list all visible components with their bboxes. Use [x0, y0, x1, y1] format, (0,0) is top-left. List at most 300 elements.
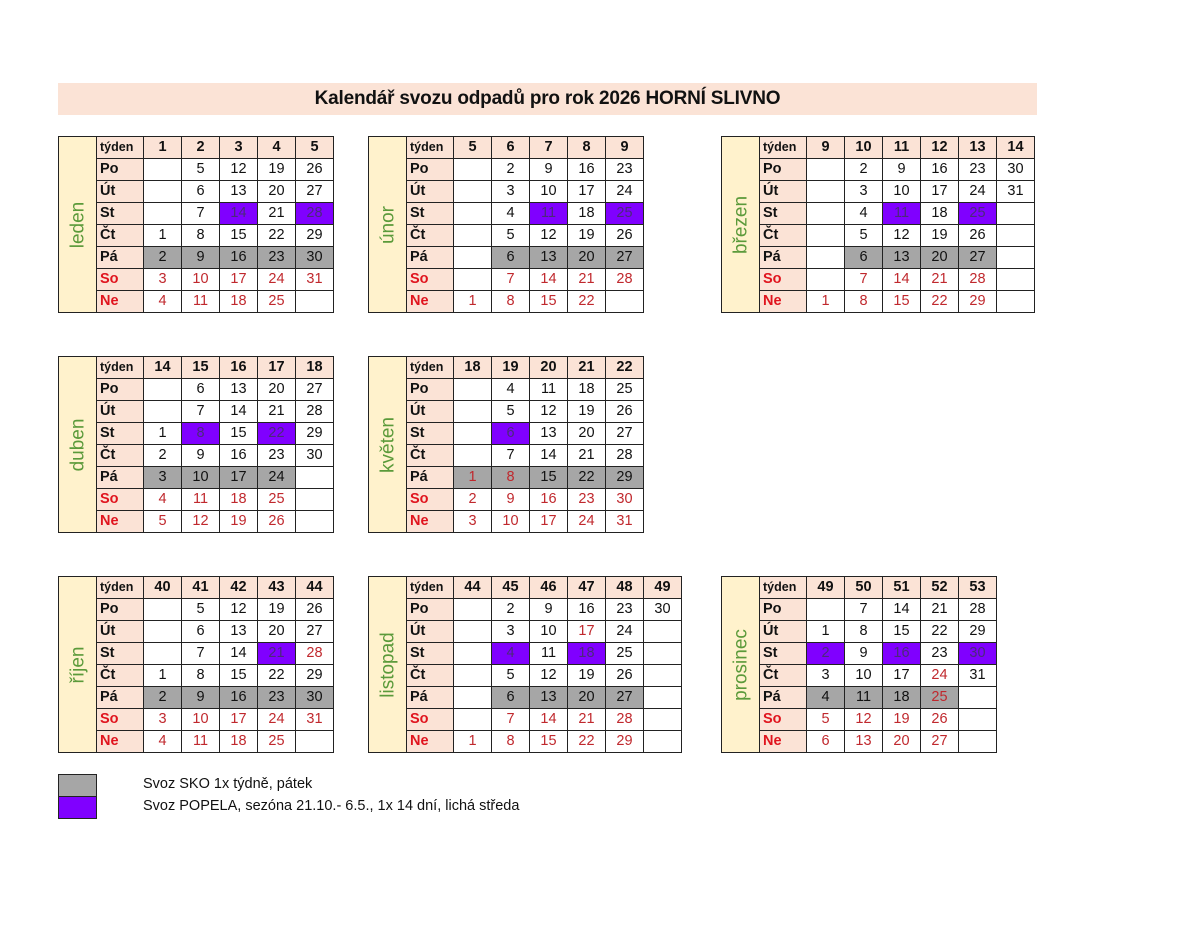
- month-block-kveten: [368, 356, 644, 533]
- week-label: týden: [407, 577, 454, 599]
- day-cell-sko-pickup: 13: [530, 687, 568, 709]
- week-number: 17: [258, 357, 296, 379]
- day-cell: 11: [530, 643, 568, 665]
- day-label: Pá: [407, 247, 454, 269]
- day-label: Čt: [407, 225, 454, 247]
- day-cell: 22: [258, 225, 296, 247]
- day-row: [722, 225, 1035, 247]
- day-cell: 2: [144, 445, 182, 467]
- day-cell: 12: [845, 709, 883, 731]
- day-cell: 12: [530, 665, 568, 687]
- month-block-rijen: [58, 576, 334, 753]
- day-cell: 26: [606, 225, 644, 247]
- day-cell: 2: [845, 159, 883, 181]
- day-row: [369, 225, 644, 247]
- day-cell: 12: [182, 511, 220, 533]
- day-cell: [997, 247, 1035, 269]
- day-row: [59, 445, 334, 467]
- month-block-listopad: [368, 576, 682, 753]
- week-number: 13: [959, 137, 997, 159]
- day-cell: [454, 225, 492, 247]
- day-cell: 11: [182, 291, 220, 313]
- week-number: 3: [220, 137, 258, 159]
- month-name: únor: [377, 205, 398, 244]
- day-cell: [296, 511, 334, 533]
- page-title: Kalendář svozu odpadů pro rok 2026 HORNÍ SLIVNO: [314, 88, 781, 109]
- day-cell: 20: [258, 181, 296, 203]
- week-number: 47: [568, 577, 606, 599]
- month-name-cell: [59, 357, 97, 533]
- day-cell: [606, 291, 644, 313]
- day-cell: 27: [296, 181, 334, 203]
- day-cell: 16: [220, 445, 258, 467]
- day-cell: [454, 445, 492, 467]
- day-cell: 16: [568, 159, 606, 181]
- day-cell: [454, 665, 492, 687]
- day-cell: 8: [182, 225, 220, 247]
- day-cell: [807, 269, 845, 291]
- day-cell-sko-pickup: 4: [807, 687, 845, 709]
- day-cell: 3: [492, 181, 530, 203]
- day-cell: 30: [997, 159, 1035, 181]
- day-cell: [454, 159, 492, 181]
- day-cell: 25: [606, 643, 644, 665]
- month-table: [721, 136, 1035, 313]
- week-number: 22: [606, 357, 644, 379]
- day-cell-sko-pickup: 24: [258, 467, 296, 489]
- day-cell: 30: [296, 445, 334, 467]
- legend-swatch-popel: [58, 796, 97, 819]
- month-name-cell: [369, 357, 407, 533]
- day-cell: [454, 599, 492, 621]
- month-name: leden: [67, 201, 88, 248]
- day-cell: 16: [568, 599, 606, 621]
- day-cell-sko-pickup: 15: [530, 467, 568, 489]
- day-row: [722, 269, 1035, 291]
- day-cell: 4: [492, 203, 530, 225]
- day-cell: 1: [454, 291, 492, 313]
- week-header-row: [59, 137, 334, 159]
- day-cell: 15: [530, 731, 568, 753]
- day-row: [59, 247, 334, 269]
- day-label: So: [760, 269, 807, 291]
- day-label: Po: [97, 599, 144, 621]
- day-cell: 7: [492, 445, 530, 467]
- day-cell-sko-pickup: 11: [845, 687, 883, 709]
- day-row: [369, 203, 644, 225]
- week-number: 4: [258, 137, 296, 159]
- month-name: duben: [67, 418, 88, 471]
- day-cell: 3: [492, 621, 530, 643]
- day-cell-ash-pickup: 16: [883, 643, 921, 665]
- day-cell: 26: [258, 511, 296, 533]
- day-label: Čt: [97, 445, 144, 467]
- day-row: [59, 489, 334, 511]
- day-cell: 17: [530, 511, 568, 533]
- day-row: [59, 665, 334, 687]
- day-cell: [144, 621, 182, 643]
- day-label: Út: [760, 181, 807, 203]
- day-row: [59, 599, 334, 621]
- day-cell-sko-pickup: 13: [530, 247, 568, 269]
- day-cell: 10: [883, 181, 921, 203]
- day-cell: 26: [921, 709, 959, 731]
- week-header-row: [369, 357, 644, 379]
- day-cell: 24: [606, 621, 644, 643]
- day-cell: [144, 643, 182, 665]
- day-cell: 24: [606, 181, 644, 203]
- day-cell: 27: [606, 423, 644, 445]
- day-cell: 5: [807, 709, 845, 731]
- day-label: Út: [407, 181, 454, 203]
- month-block-duben: [58, 356, 334, 533]
- day-label: St: [407, 203, 454, 225]
- day-label: Pá: [407, 467, 454, 489]
- day-cell: 8: [492, 731, 530, 753]
- day-cell: 4: [144, 291, 182, 313]
- week-number: 10: [845, 137, 883, 159]
- week-number: 9: [807, 137, 845, 159]
- day-cell: 29: [296, 423, 334, 445]
- day-cell: [807, 225, 845, 247]
- day-cell: 23: [606, 599, 644, 621]
- week-label: týden: [760, 577, 807, 599]
- day-cell: [144, 379, 182, 401]
- day-cell: 5: [144, 511, 182, 533]
- day-cell: 1: [807, 291, 845, 313]
- day-cell: [454, 621, 492, 643]
- day-cell: 28: [296, 401, 334, 423]
- day-cell: 11: [182, 489, 220, 511]
- day-cell: [959, 731, 997, 753]
- day-label: Po: [407, 379, 454, 401]
- day-cell: [644, 643, 682, 665]
- day-row: [722, 203, 1035, 225]
- day-cell-ash-pickup: 11: [530, 203, 568, 225]
- week-number: 18: [454, 357, 492, 379]
- day-cell: 22: [568, 731, 606, 753]
- week-number: 20: [530, 357, 568, 379]
- day-cell-ash-pickup: 2: [807, 643, 845, 665]
- day-cell: 20: [883, 731, 921, 753]
- day-cell: 10: [182, 269, 220, 291]
- day-row: [722, 687, 997, 709]
- day-cell: 8: [845, 621, 883, 643]
- day-label: Po: [407, 159, 454, 181]
- day-cell: 1: [454, 731, 492, 753]
- day-cell: 22: [921, 291, 959, 313]
- week-header-row: [369, 137, 644, 159]
- day-cell: 10: [492, 511, 530, 533]
- day-cell: 17: [568, 621, 606, 643]
- day-cell-ash-pickup: 25: [959, 203, 997, 225]
- day-cell: 9: [845, 643, 883, 665]
- week-number: 16: [220, 357, 258, 379]
- day-cell: 14: [220, 643, 258, 665]
- day-cell-sko-pickup: 1: [454, 467, 492, 489]
- day-cell: 7: [182, 643, 220, 665]
- week-number: 44: [296, 577, 334, 599]
- day-cell: 21: [568, 269, 606, 291]
- week-number: 19: [492, 357, 530, 379]
- month-table: [368, 136, 644, 313]
- day-row: [722, 181, 1035, 203]
- day-cell: 19: [568, 401, 606, 423]
- day-label: So: [97, 269, 144, 291]
- day-cell: 21: [258, 401, 296, 423]
- day-row: [369, 291, 644, 313]
- day-cell: 17: [883, 665, 921, 687]
- day-label: Pá: [97, 467, 144, 489]
- week-number: 15: [182, 357, 220, 379]
- day-cell: 15: [220, 225, 258, 247]
- day-cell: [454, 269, 492, 291]
- week-number: 40: [144, 577, 182, 599]
- day-cell-sko-pickup: 25: [921, 687, 959, 709]
- day-cell: [454, 181, 492, 203]
- day-cell: 31: [296, 269, 334, 291]
- day-cell: [644, 665, 682, 687]
- day-cell: 1: [144, 225, 182, 247]
- week-number: 44: [454, 577, 492, 599]
- day-cell: 24: [258, 709, 296, 731]
- day-cell: 15: [883, 621, 921, 643]
- day-cell: 28: [296, 643, 334, 665]
- day-label: St: [760, 203, 807, 225]
- day-cell: [454, 203, 492, 225]
- day-row: [722, 291, 1035, 313]
- day-cell: 22: [921, 621, 959, 643]
- day-label: Pá: [407, 687, 454, 709]
- day-row: [369, 379, 644, 401]
- day-row: [369, 599, 682, 621]
- week-number: 48: [606, 577, 644, 599]
- month-name-cell: [369, 577, 407, 753]
- day-cell-sko-pickup: 27: [606, 247, 644, 269]
- day-cell: 31: [296, 709, 334, 731]
- day-row: [722, 709, 997, 731]
- day-cell: [644, 731, 682, 753]
- day-cell: 2: [454, 489, 492, 511]
- day-cell: 3: [807, 665, 845, 687]
- week-number: 49: [644, 577, 682, 599]
- day-cell: [959, 687, 997, 709]
- day-cell: 15: [220, 665, 258, 687]
- day-label: St: [97, 643, 144, 665]
- day-cell: 23: [258, 445, 296, 467]
- month-name: říjen: [67, 646, 88, 683]
- day-cell: [644, 687, 682, 709]
- month-block-leden: [58, 136, 334, 313]
- day-label: St: [407, 423, 454, 445]
- day-row: [722, 731, 997, 753]
- day-cell: 7: [182, 203, 220, 225]
- week-header-row: [369, 577, 682, 599]
- day-cell: [144, 159, 182, 181]
- day-row: [722, 621, 997, 643]
- day-label: Pá: [760, 687, 807, 709]
- day-row: [369, 731, 682, 753]
- day-label: Ne: [407, 291, 454, 313]
- week-header-row: [59, 357, 334, 379]
- day-cell: 18: [220, 489, 258, 511]
- day-cell: 14: [883, 269, 921, 291]
- day-cell: 16: [921, 159, 959, 181]
- day-cell: 14: [530, 709, 568, 731]
- day-row: [722, 599, 997, 621]
- day-cell: [144, 203, 182, 225]
- day-cell: 28: [959, 599, 997, 621]
- day-cell: 19: [568, 665, 606, 687]
- day-label: So: [760, 709, 807, 731]
- month-name-cell: [722, 137, 760, 313]
- day-row: [369, 401, 644, 423]
- day-cell: 22: [568, 291, 606, 313]
- day-cell: [454, 687, 492, 709]
- week-number: 5: [296, 137, 334, 159]
- day-cell: 3: [144, 269, 182, 291]
- day-cell: 7: [492, 269, 530, 291]
- day-cell: 24: [921, 665, 959, 687]
- day-cell: 7: [182, 401, 220, 423]
- day-cell: 8: [182, 665, 220, 687]
- day-cell: 20: [258, 379, 296, 401]
- day-cell: 1: [144, 423, 182, 445]
- week-label: týden: [97, 357, 144, 379]
- day-cell: 28: [606, 269, 644, 291]
- day-cell: 13: [220, 621, 258, 643]
- day-label: So: [407, 269, 454, 291]
- month-name: březen: [730, 195, 751, 254]
- day-cell-sko-pickup: 23: [258, 247, 296, 269]
- week-number: 52: [921, 577, 959, 599]
- day-cell: 9: [492, 489, 530, 511]
- day-cell-sko-pickup: 16: [220, 687, 258, 709]
- day-row: [369, 687, 682, 709]
- day-label: Po: [760, 159, 807, 181]
- day-cell-ash-pickup: 18: [568, 643, 606, 665]
- day-label: Po: [760, 599, 807, 621]
- day-cell: 30: [606, 489, 644, 511]
- day-cell: 5: [845, 225, 883, 247]
- day-cell: [997, 225, 1035, 247]
- day-cell: 13: [530, 423, 568, 445]
- day-cell: 5: [492, 225, 530, 247]
- month-name-cell: [369, 137, 407, 313]
- day-cell: 25: [258, 489, 296, 511]
- day-row: [59, 225, 334, 247]
- day-cell: 19: [258, 599, 296, 621]
- day-cell-sko-pickup: 6: [845, 247, 883, 269]
- day-cell-sko-pickup: 6: [492, 247, 530, 269]
- month-table: [58, 576, 334, 753]
- day-cell: [144, 599, 182, 621]
- day-cell-sko-pickup: 13: [883, 247, 921, 269]
- day-cell: 21: [568, 709, 606, 731]
- day-label: Čt: [97, 665, 144, 687]
- day-cell-sko-pickup: 30: [296, 247, 334, 269]
- day-row: [59, 379, 334, 401]
- day-cell: 17: [220, 269, 258, 291]
- day-cell: 23: [959, 159, 997, 181]
- day-row: [369, 269, 644, 291]
- day-row: [59, 731, 334, 753]
- day-row: [59, 687, 334, 709]
- day-cell: 6: [182, 379, 220, 401]
- day-cell: 14: [883, 599, 921, 621]
- day-cell-sko-pickup: 10: [182, 467, 220, 489]
- day-label: Čt: [407, 665, 454, 687]
- day-cell: 27: [921, 731, 959, 753]
- day-cell: 7: [845, 599, 883, 621]
- day-cell: 28: [606, 709, 644, 731]
- day-label: Pá: [97, 687, 144, 709]
- month-table: [58, 356, 334, 533]
- day-cell: [296, 489, 334, 511]
- day-cell: 18: [220, 291, 258, 313]
- day-cell: 13: [845, 731, 883, 753]
- day-cell: 7: [845, 269, 883, 291]
- day-cell: 18: [921, 203, 959, 225]
- week-number: 11: [883, 137, 921, 159]
- day-cell: 12: [530, 401, 568, 423]
- day-cell: 14: [530, 445, 568, 467]
- day-cell: 14: [530, 269, 568, 291]
- day-row: [722, 643, 997, 665]
- day-row: [369, 423, 644, 445]
- week-label: týden: [407, 137, 454, 159]
- day-label: St: [97, 203, 144, 225]
- week-number: 2: [182, 137, 220, 159]
- day-cell-sko-pickup: 20: [921, 247, 959, 269]
- day-label: Út: [97, 401, 144, 423]
- day-cell: 9: [530, 159, 568, 181]
- legend-text-sko: Svoz SKO 1x týdně, pátek: [143, 776, 313, 792]
- day-cell: 11: [530, 379, 568, 401]
- day-label: Ne: [97, 511, 144, 533]
- day-label: So: [407, 709, 454, 731]
- day-row: [369, 467, 644, 489]
- day-cell: [997, 291, 1035, 313]
- day-cell: [644, 621, 682, 643]
- month-table: [721, 576, 997, 753]
- legend-swatch-sko: [58, 774, 97, 797]
- day-row: [369, 621, 682, 643]
- day-cell: [454, 247, 492, 269]
- day-row: [59, 203, 334, 225]
- day-row: [369, 445, 644, 467]
- day-label: Po: [407, 599, 454, 621]
- day-cell-sko-pickup: 23: [258, 687, 296, 709]
- day-cell: 6: [182, 181, 220, 203]
- day-cell: [997, 203, 1035, 225]
- week-label: týden: [97, 137, 144, 159]
- day-cell-ash-pickup: 22: [258, 423, 296, 445]
- day-cell: [454, 643, 492, 665]
- day-label: St: [97, 423, 144, 445]
- month-name: prosinec: [730, 628, 751, 701]
- legend-text-popel: Svoz POPELA, sezóna 21.10.- 6.5., 1x 14 dní, lichá středa: [143, 798, 520, 814]
- day-cell: 31: [997, 181, 1035, 203]
- day-row: [59, 423, 334, 445]
- day-label: Ne: [760, 291, 807, 313]
- day-label: Ne: [407, 731, 454, 753]
- day-cell: 2: [492, 159, 530, 181]
- day-cell: [807, 159, 845, 181]
- day-cell: 15: [220, 423, 258, 445]
- day-cell: [454, 379, 492, 401]
- day-label: Út: [97, 621, 144, 643]
